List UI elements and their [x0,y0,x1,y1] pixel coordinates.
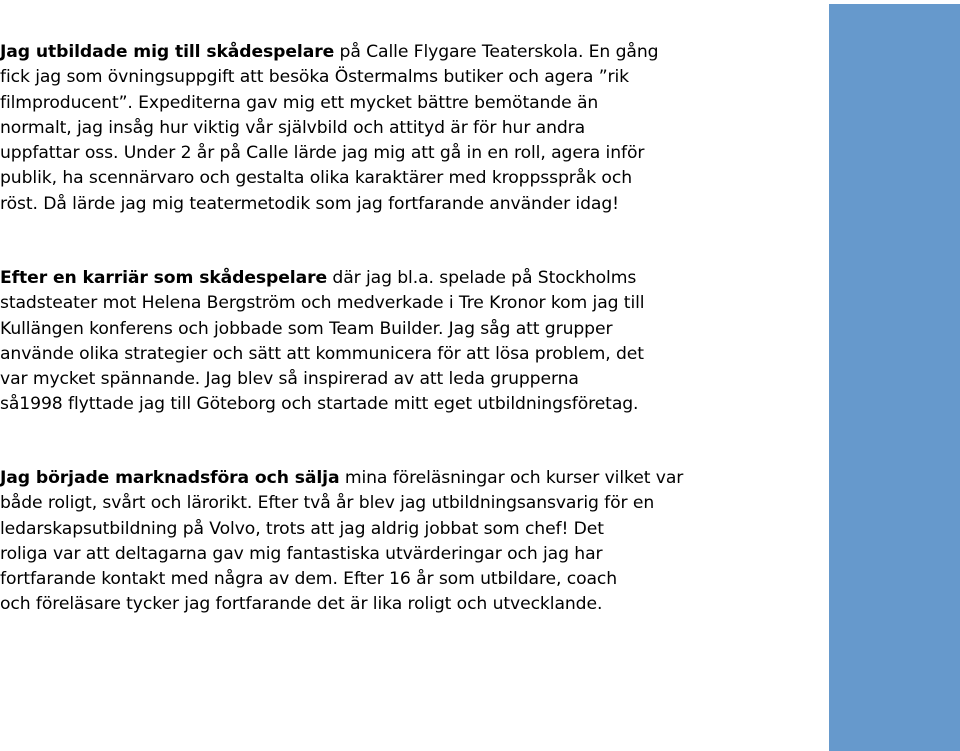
paragraph-education [0,40,815,217]
paragraph-line [0,40,815,65]
paragraph-line: normalt, jag insåg hur viktig vår självbild och attityd är för hur andra [0,117,586,138]
paragraph-career [0,266,815,418]
paragraph-line: Kullängen konferens och jobbade som Team Builder. Jag såg att grupper [0,318,613,339]
paragraph-line: fick jag som övningsuppgift att besöka Östermalms butiker och agera ”rik [0,67,630,88]
paragraph-line: fortfarande kontakt med några av dem. Efter 16 år som utbildare, coach [0,569,618,590]
paragraph-line: ledarskapsutbildning på Volvo, trots att jag aldrig jobbat som chef! Det [0,518,604,539]
paragraph-line: både roligt, svårt och lärorikt. Efter två år blev jag utbildningsansvarig för en [0,493,655,514]
paragraph-line: filmproducent”. Expediterna gav mig ett mycket bättre bemötande än [0,92,599,113]
paragraph-text: mina föreläsningar och kurser vilket var [339,468,684,488]
paragraph-text: på Calle Flygare Teaterskola. En gång [334,42,659,62]
paragraph-marketing [0,466,815,618]
paragraph-line: så1998 flyttade jag till Göteborg och startade mitt eget utbildningsföretag. [0,394,639,415]
paragraph-line: och föreläsare tycker jag fortfarande det är lika roligt och utvecklande. [0,594,603,615]
paragraph-line [0,466,815,491]
paragraph-line: uppfattar oss. Under 2 år på Calle lärde jag mig att gå in en roll, agera inför [0,143,645,164]
paragraph-line: var mycket spännande. Jag blev så inspirerad av att leda grupperna [0,369,579,390]
paragraph-line: roliga var att deltagarna gav mig fantastiska utvärderingar och jag har [0,543,603,564]
decorative-side-bar [829,4,960,751]
paragraph-line: publik, ha scennärvaro och gestalta olika karaktärer med kroppsspråk och [0,168,632,189]
paragraph-line: stadsteater mot Helena Bergström och medverkade i Tre Kronor kom jag till [0,293,645,314]
paragraph-line: röst. Då lärde jag mig teatermetodik som jag fortfarande använder idag! [0,193,619,214]
paragraph-lead: Jag började marknadsföra och sälja [0,468,340,488]
paragraph-line [0,266,815,291]
paragraph-lead: Efter en karriär som skådespelare [0,268,328,288]
paragraph-lead: Jag utbildade mig till skådespelare [0,42,335,62]
paragraph-line: använde olika strategier och sätt att kommunicera för att lösa problem, det [0,343,644,364]
paragraph-text: där jag bl.a. spelade på Stockholms [327,268,637,288]
